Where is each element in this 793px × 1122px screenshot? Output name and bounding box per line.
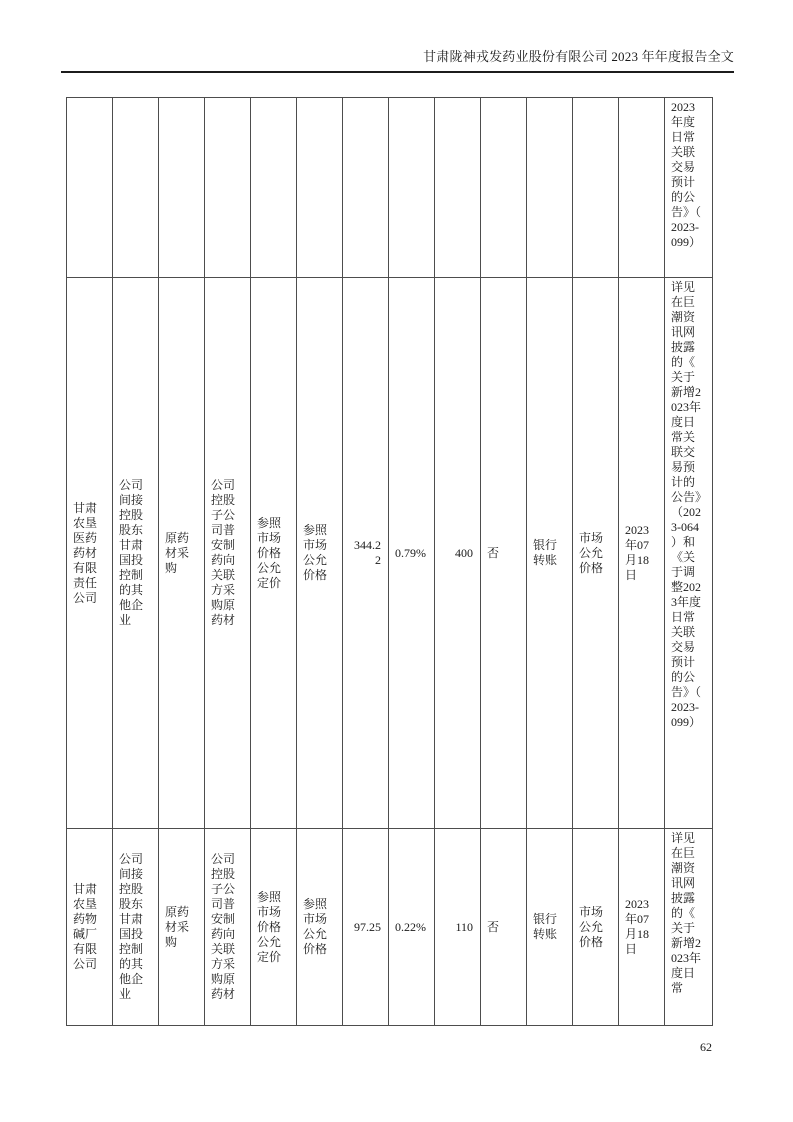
table-row xyxy=(67,829,713,1026)
table-cell: 110 xyxy=(435,829,481,1026)
table-cell: 参照市场公允价格 xyxy=(297,278,343,829)
table-cell xyxy=(159,98,205,278)
table-row xyxy=(67,278,713,829)
table-cell: 公司间接控股股东甘肃国投控制的其他企业 xyxy=(113,278,159,829)
table-cell: 详见在巨潮资讯网披露的《关于新增2023年度日常关联交易预计的公告》（2023-064）和《关于调整2023年度日常关联交易预计的公告》（2023-099） xyxy=(665,278,713,829)
table-cell xyxy=(113,98,159,278)
table-cell: 银行转账 xyxy=(527,278,573,829)
table-cell: 原药材采购 xyxy=(159,278,205,829)
table-cell: 400 xyxy=(435,278,481,829)
table-cell: 0.22% xyxy=(389,829,435,1026)
table-cell xyxy=(573,98,619,278)
page-header xyxy=(61,46,734,73)
table-cell: 银行转账 xyxy=(527,829,573,1026)
table-cell: 2023年度日常关联交易预计的公告》（2023-099） xyxy=(665,98,713,278)
table-cell xyxy=(343,98,389,278)
table-cell: 2023年07月18日 xyxy=(619,829,665,1026)
page-number: 62 xyxy=(700,1040,712,1054)
table-cell: 公司控股子公司普安制药向关联方采购原药材 xyxy=(205,278,251,829)
table-cell xyxy=(481,98,527,278)
table-row xyxy=(67,98,713,278)
table-cell: 甘肃农垦医药药材有限责任公司 xyxy=(67,278,113,829)
table-cell xyxy=(297,98,343,278)
report-title: 甘肃陇神戎发药业股份有限公司 2023 年年度报告全文 xyxy=(423,49,734,64)
table-cell: 参照市场公允价格 xyxy=(297,829,343,1026)
table-cell xyxy=(435,98,481,278)
table-cell xyxy=(389,98,435,278)
table-cell: 否 xyxy=(481,829,527,1026)
table-cell: 参照市场价格公允定价 xyxy=(251,278,297,829)
table-cell xyxy=(619,98,665,278)
table-cell: 否 xyxy=(481,278,527,829)
table-cell: 参照市场价格公允定价 xyxy=(251,829,297,1026)
table-cell: 2023年07月18日 xyxy=(619,278,665,829)
table-cell: 97.25 xyxy=(343,829,389,1026)
table-cell: 0.79% xyxy=(389,278,435,829)
table-cell: 344.22 xyxy=(343,278,389,829)
table-cell xyxy=(205,98,251,278)
table-cell: 公司间接控股股东甘肃国投控制的其他企业 xyxy=(113,829,159,1026)
table-cell: 公司控股子公司普安制药向关联方采购原药材 xyxy=(205,829,251,1026)
table-cell xyxy=(527,98,573,278)
table-cell: 市场公允价格 xyxy=(573,278,619,829)
table-cell: 甘肃农垦药物碱厂有限公司 xyxy=(67,829,113,1026)
table-cell: 原药材采购 xyxy=(159,829,205,1026)
table-cell: 市场公允价格 xyxy=(573,829,619,1026)
table-cell xyxy=(251,98,297,278)
related-party-transactions-table xyxy=(66,97,713,1026)
table-cell xyxy=(67,98,113,278)
table-cell: 详见在巨潮资讯网披露的《关于新增2023年度日常 xyxy=(665,829,713,1026)
